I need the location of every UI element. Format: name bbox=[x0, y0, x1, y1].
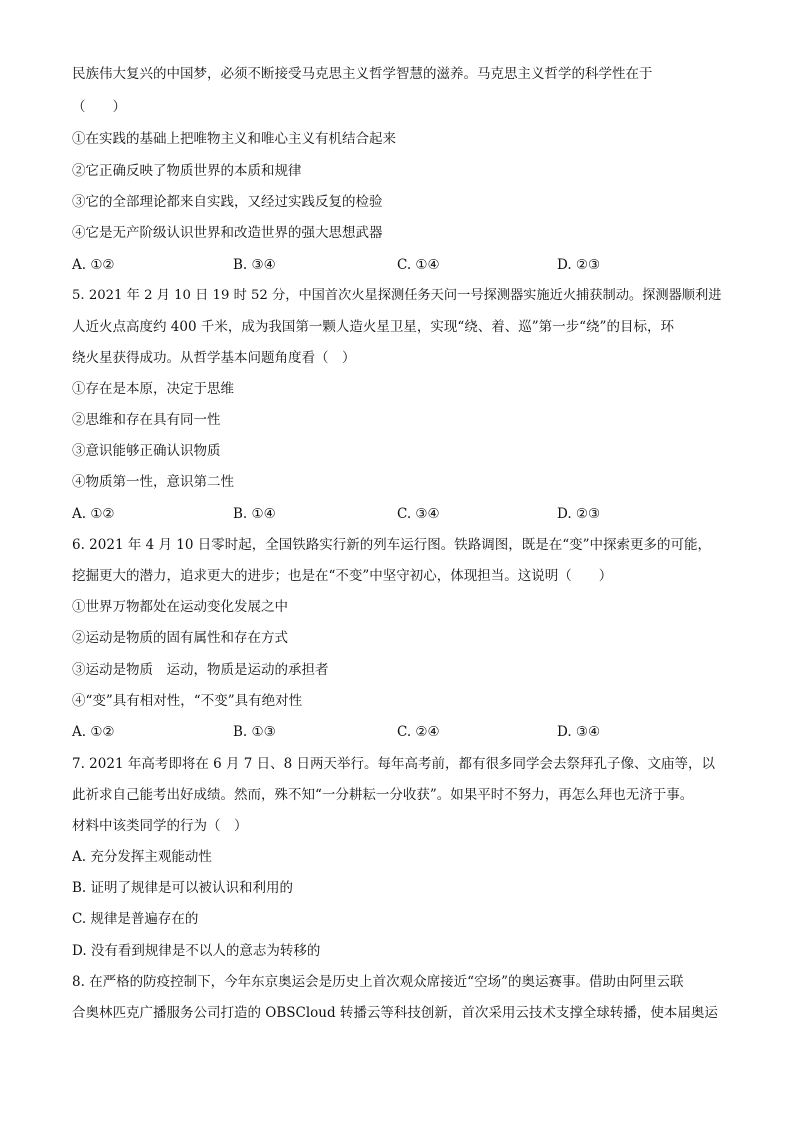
q7-option-a: A. 充分发挥主观能动性 bbox=[72, 849, 212, 865]
q4-option-c: C. ①④ bbox=[397, 257, 440, 273]
q4-item-4: ④它是无产阶级认识世界和改造世界的强大思想武器 bbox=[72, 225, 383, 241]
q4-stem-line-1: 民族伟大复兴的中国梦，必须不断接受马克思主义哲学智慧的滋养。马克思主义哲学的科学性在于 bbox=[72, 66, 653, 82]
q5-option-d: D. ②③ bbox=[557, 506, 601, 522]
q7-option-b: B. 证明了规律是可以被认识和利用的 bbox=[72, 880, 294, 896]
q6-item-4: ④“变”具有相对性，“不变”具有绝对性 bbox=[72, 693, 303, 709]
q7-option-d: D. 没有看到规律是不以人的意志为转移的 bbox=[72, 943, 321, 959]
q5-stem-line-2: 人近火点高度约 400 千米，成为我国第一颗人造火星卫星，实现“绕、着、巡”第一步“绕”的目标，环 bbox=[72, 319, 674, 335]
q5-stem-line-3: 绕火星获得成功。从哲学基本问题角度看（ ） bbox=[72, 350, 356, 366]
q6-item-1: ①世界万物都处在运动变化发展之中 bbox=[72, 599, 288, 615]
q4-option-a: A. ①② bbox=[72, 257, 115, 273]
q5-item-2: ②思维和存在具有同一性 bbox=[72, 412, 221, 428]
q7-option-c: C. 规律是普遍存在的 bbox=[72, 911, 199, 927]
q5-option-c: C. ③④ bbox=[397, 506, 440, 522]
q6-item-3: ③运动是物质 运动，物质是运动的承担者 bbox=[72, 662, 329, 678]
q5-stem-line-1: 5. 2021 年 2 月 10 日 19 时 52 分，中国首次火星探测任务天问一号探测器实施近火捕获制动。探测器顺利进 bbox=[72, 288, 722, 303]
q6-option-d: D. ③④ bbox=[557, 724, 601, 740]
q5-option-a: A. ①② bbox=[72, 506, 115, 522]
q4-stem-line-2: （ ） bbox=[72, 99, 126, 115]
q5-item-1: ①存在是本原，决定于思维 bbox=[72, 381, 234, 397]
q5-option-b: B. ①④ bbox=[233, 506, 276, 522]
q4-option-b: B. ③④ bbox=[233, 257, 276, 273]
q6-item-2: ②运动是物质的固有属性和存在方式 bbox=[72, 630, 288, 646]
q6-stem-line-1: 6. 2021 年 4 月 10 日零时起，全国铁路实行新的列车运行图。铁路调图，既是在“变”中探索更多的可能， bbox=[72, 537, 712, 553]
q4-item-1: ①在实践的基础上把唯物主义和唯心主义有机结合起来 bbox=[72, 131, 396, 147]
q7-stem-line-3: 材料中该类同学的行为（ ） bbox=[72, 818, 248, 834]
q4-option-d: D. ②③ bbox=[557, 257, 601, 273]
q7-stem-line-2: 此祈求自己能考出好成绩。然而，殊不知“一分耕耘一分收获”。如果平时不努力，再怎么拜也无济于事。 bbox=[72, 787, 694, 803]
q8-stem-line-2: 合奥林匹克广播服务公司打造的 OBSCloud 转播云等科技创新，首次采用云技术支撑全球转播，使本届奥运 bbox=[72, 1005, 718, 1021]
q4-item-2: ②它正确反映了物质世界的本质和规律 bbox=[72, 163, 302, 179]
q6-option-a: A. ①② bbox=[72, 724, 115, 740]
q6-stem-line-2: 挖掘更大的潜力，追求更大的进步；也是在“不变”中坚守初心，体现担当。这说明（ ） bbox=[72, 568, 613, 584]
q4-item-3: ③它的全部理论都来自实践，又经过实践反复的检验 bbox=[72, 194, 383, 210]
q5-item-4: ④物质第一性，意识第二性 bbox=[72, 474, 234, 490]
q6-option-b: B. ①③ bbox=[233, 724, 276, 740]
q7-stem-line-1: 7. 2021 年高考即将在 6 月 7 日、8 日两天举行。每年高考前，都有很多同学会去祭拜孔子像、文庙等，以 bbox=[72, 756, 716, 772]
q5-item-3: ③意识能够正确认识物质 bbox=[72, 443, 221, 459]
q6-option-c: C. ②④ bbox=[397, 724, 440, 740]
q8-stem-line-1: 8. 在严格的防疫控制下，今年东京奥运会是历史上首次观众席接近“空场”的奥运赛事。借助由阿里云联 bbox=[72, 974, 684, 990]
